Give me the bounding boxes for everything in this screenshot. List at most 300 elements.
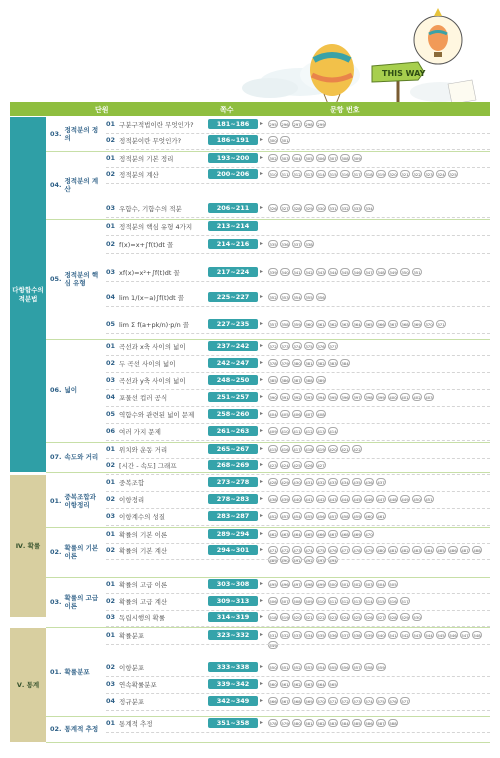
problem-number[interactable]: 546 [449, 632, 457, 638]
problem-number[interactable]: 539 [365, 632, 373, 638]
section-title[interactable] [106, 679, 157, 689]
problem-number[interactable]: 565 [329, 681, 337, 687]
problem-number[interactable]: 571 [329, 698, 337, 704]
problem-number[interactable]: 463 [281, 531, 289, 537]
section-title[interactable] [106, 596, 167, 606]
problem-number[interactable]: 577 [401, 698, 409, 704]
section-title[interactable] [106, 545, 167, 555]
problem-number[interactable]: 346 [353, 269, 361, 275]
problem-number[interactable]: 371 [437, 321, 445, 327]
problem-number[interactable]: 314 [317, 171, 325, 177]
problem-number[interactable]: 461 [377, 513, 385, 519]
problem-number[interactable]: 447 [377, 496, 385, 502]
problem-number[interactable]: 323 [425, 171, 433, 177]
page-range-badge[interactable]: 351~358 [208, 718, 258, 728]
problem-number[interactable]: 516 [389, 598, 397, 604]
problem-number[interactable]: 477 [341, 547, 349, 553]
problem-number[interactable]: 483 [413, 547, 421, 553]
problem-number[interactable]: 556 [341, 664, 349, 670]
problem-number[interactable]: 386 [281, 377, 289, 383]
problem-number[interactable]: 538 [353, 632, 361, 638]
problem-number[interactable]: 311 [281, 171, 289, 177]
problem-number[interactable]: 582 [317, 720, 325, 726]
problem-number[interactable]: 351 [413, 269, 421, 275]
problem-number[interactable]: 511 [329, 598, 337, 604]
problem-number[interactable]: 369 [413, 321, 421, 327]
problem-number[interactable]: 552 [293, 664, 301, 670]
page-range-badge[interactable]: 217~224 [208, 267, 258, 277]
problem-number[interactable]: 372 [269, 343, 277, 349]
section-title[interactable] [106, 267, 180, 277]
problem-number[interactable]: 567 [281, 698, 289, 704]
problem-number[interactable]: 364 [353, 321, 361, 327]
problem-number[interactable]: 300 [269, 137, 277, 143]
problem-number[interactable]: 424 [281, 462, 289, 468]
problem-number[interactable]: 376 [317, 343, 325, 349]
problem-number[interactable]: 410 [281, 428, 289, 434]
page-range-badge[interactable]: 314~319 [208, 612, 258, 622]
problem-number[interactable]: 562 [293, 681, 301, 687]
problem-number[interactable]: 409 [269, 428, 277, 434]
page-range-badge[interactable]: 193~200 [208, 153, 258, 163]
problem-number[interactable]: 430 [293, 479, 301, 485]
problem-number[interactable]: 504 [377, 581, 385, 587]
page-range-badge[interactable]: 273~278 [208, 477, 258, 487]
problem-number[interactable]: 515 [377, 598, 385, 604]
problem-number[interactable]: 437 [377, 479, 385, 485]
problem-number[interactable]: 349 [389, 269, 397, 275]
problem-number[interactable]: 384 [341, 360, 349, 366]
problem-number[interactable]: 545 [437, 632, 445, 638]
problem-number[interactable]: 319 [377, 171, 385, 177]
page-range-badge[interactable]: 213~214 [208, 221, 258, 231]
problem-number[interactable]: 305 [305, 155, 313, 161]
section-title[interactable] [106, 392, 167, 402]
problem-number[interactable]: 551 [281, 664, 289, 670]
page-range-badge[interactable]: 339~342 [208, 679, 258, 689]
problem-number[interactable]: 315 [329, 171, 337, 177]
problem-number[interactable]: 302 [269, 155, 277, 161]
problem-number[interactable]: 476 [329, 547, 337, 553]
problem-number[interactable]: 445 [353, 496, 361, 502]
problem-number[interactable]: 365 [365, 321, 373, 327]
problem-number[interactable]: 472 [281, 547, 289, 553]
problem-number[interactable]: 442 [317, 496, 325, 502]
problem-number[interactable]: 479 [365, 547, 373, 553]
problem-number[interactable]: 340 [281, 269, 289, 275]
problem-number[interactable]: 443 [329, 496, 337, 502]
page-range-badge[interactable]: 268~269 [208, 460, 258, 470]
problem-number[interactable]: 509 [305, 598, 313, 604]
problem-number[interactable]: 523 [329, 614, 337, 620]
section-title[interactable] [106, 444, 167, 454]
page-range-badge[interactable]: 309~313 [208, 596, 258, 606]
problem-number[interactable]: 544 [425, 632, 433, 638]
problem-number[interactable]: 405 [281, 411, 289, 417]
page-range-badge[interactable]: 225~227 [208, 292, 258, 302]
problem-number[interactable]: 553 [305, 664, 313, 670]
section-title[interactable] [106, 460, 177, 470]
section-title[interactable] [106, 662, 144, 672]
problem-number[interactable]: 298 [305, 121, 313, 127]
problem-number[interactable]: 297 [293, 121, 301, 127]
problem-number[interactable]: 330 [317, 205, 325, 211]
problem-number[interactable]: 533 [293, 632, 301, 638]
problem-number[interactable]: 454 [293, 513, 301, 519]
problem-number[interactable]: 459 [353, 513, 361, 519]
problem-number[interactable]: 456 [317, 513, 325, 519]
problem-number[interactable]: 457 [329, 513, 337, 519]
problem-number[interactable]: 478 [353, 547, 361, 553]
page-range-badge[interactable]: 181~186 [208, 119, 258, 129]
problem-number[interactable]: 449 [401, 496, 409, 502]
page-range-badge[interactable]: 323~332 [208, 630, 258, 640]
problem-number[interactable]: 341 [293, 269, 301, 275]
problem-number[interactable]: 534 [305, 632, 313, 638]
problem-number[interactable]: 370 [425, 321, 433, 327]
problem-number[interactable]: 467 [329, 531, 337, 537]
problem-number[interactable]: 344 [329, 269, 337, 275]
problem-number[interactable]: 312 [293, 171, 301, 177]
problem-number[interactable]: 402 [413, 394, 421, 400]
problem-number[interactable]: 481 [389, 547, 397, 553]
problem-number[interactable]: 452 [269, 513, 277, 519]
problem-number[interactable]: 356 [317, 294, 325, 300]
section-title[interactable] [106, 239, 173, 249]
problem-number[interactable]: 342 [305, 269, 313, 275]
problem-number[interactable]: 301 [281, 137, 289, 143]
problem-number[interactable]: 485 [437, 547, 445, 553]
page-range-badge[interactable]: 294~301 [208, 545, 258, 555]
problem-number[interactable]: 374 [293, 343, 301, 349]
problem-number[interactable]: 584 [341, 720, 349, 726]
section-title[interactable] [106, 696, 144, 706]
problem-number[interactable]: 337 [293, 241, 301, 247]
section-title[interactable] [106, 119, 194, 129]
problem-number[interactable]: 339 [269, 269, 277, 275]
page-range-badge[interactable]: 214~216 [208, 239, 258, 249]
problem-number[interactable]: 375 [305, 343, 313, 349]
problem-number[interactable]: 444 [341, 496, 349, 502]
page-range-badge[interactable]: 186~191 [208, 135, 258, 145]
problem-number[interactable]: 380 [293, 360, 301, 366]
problem-number[interactable]: 543 [413, 632, 421, 638]
problem-number[interactable]: 473 [293, 547, 301, 553]
problem-number[interactable]: 482 [401, 547, 409, 553]
section-title[interactable] [106, 630, 144, 640]
problem-number[interactable]: 328 [293, 205, 301, 211]
problem-number[interactable]: 379 [281, 360, 289, 366]
problem-number[interactable]: 519 [281, 614, 289, 620]
page-range-badge[interactable]: 278~283 [208, 494, 258, 504]
problem-number[interactable]: 367 [389, 321, 397, 327]
problem-number[interactable]: 532 [281, 632, 289, 638]
problem-number[interactable]: 518 [269, 614, 277, 620]
problem-number[interactable]: 383 [329, 360, 337, 366]
problem-number[interactable]: 502 [353, 581, 361, 587]
problem-number[interactable]: 540 [377, 632, 385, 638]
problem-number[interactable]: 531 [269, 632, 277, 638]
problem-number[interactable]: 530 [413, 614, 421, 620]
problem-number[interactable]: 415 [269, 446, 277, 452]
problem-number[interactable]: 455 [305, 513, 313, 519]
problem-number[interactable]: 366 [377, 321, 385, 327]
problem-number[interactable]: 391 [281, 394, 289, 400]
problem-number[interactable]: 332 [341, 205, 349, 211]
problem-number[interactable]: 322 [413, 171, 421, 177]
problem-number[interactable]: 426 [305, 462, 313, 468]
problem-number[interactable]: 561 [281, 681, 289, 687]
problem-number[interactable]: 524 [341, 614, 349, 620]
problem-number[interactable]: 450 [413, 496, 421, 502]
section-title[interactable] [106, 153, 173, 163]
problem-number[interactable]: 581 [305, 720, 313, 726]
problem-number[interactable]: 580 [293, 720, 301, 726]
problem-number[interactable]: 436 [365, 479, 373, 485]
problem-number[interactable]: 359 [293, 321, 301, 327]
problem-number[interactable]: 558 [365, 664, 373, 670]
problem-number[interactable]: 408 [317, 411, 325, 417]
page-range-badge[interactable]: 303~308 [208, 579, 258, 589]
problem-number[interactable]: 536 [329, 632, 337, 638]
problem-number[interactable]: 403 [425, 394, 433, 400]
page-range-badge[interactable]: 237~242 [208, 341, 258, 351]
problem-number[interactable]: 512 [341, 598, 349, 604]
problem-number[interactable]: 309 [353, 155, 361, 161]
problem-number[interactable]: 563 [305, 681, 313, 687]
problem-number[interactable]: 448 [389, 496, 397, 502]
problem-number[interactable]: 548 [473, 632, 481, 638]
problem-number[interactable]: 585 [353, 720, 361, 726]
problem-number[interactable]: 432 [317, 479, 325, 485]
problem-number[interactable]: 399 [377, 394, 385, 400]
section-title[interactable] [106, 203, 182, 213]
problem-number[interactable]: 489 [269, 557, 277, 563]
problem-number[interactable]: 564 [317, 681, 325, 687]
problem-number[interactable]: 549 [269, 642, 277, 648]
problem-number[interactable]: 425 [293, 462, 301, 468]
problem-number[interactable]: 428 [269, 479, 277, 485]
problem-number[interactable]: 488 [473, 547, 481, 553]
problem-number[interactable]: 390 [269, 394, 277, 400]
page-range-badge[interactable]: 251~257 [208, 392, 258, 402]
problem-number[interactable]: 394 [317, 394, 325, 400]
problem-number[interactable]: 318 [365, 171, 373, 177]
page-range-badge[interactable]: 342~349 [208, 696, 258, 706]
problem-number[interactable]: 327 [281, 205, 289, 211]
problem-number[interactable]: 361 [317, 321, 325, 327]
section-title[interactable] [106, 292, 184, 302]
problem-number[interactable]: 320 [389, 171, 397, 177]
section-title[interactable] [106, 319, 189, 329]
problem-number[interactable]: 510 [317, 598, 325, 604]
problem-number[interactable]: 434 [341, 479, 349, 485]
problem-number[interactable]: 574 [365, 698, 373, 704]
problem-number[interactable]: 491 [293, 557, 301, 563]
problem-number[interactable]: 560 [269, 681, 277, 687]
problem-number[interactable]: 316 [341, 171, 349, 177]
problem-number[interactable]: 505 [389, 581, 397, 587]
problem-number[interactable]: 550 [269, 664, 277, 670]
problem-number[interactable]: 431 [305, 479, 313, 485]
problem-number[interactable]: 494 [329, 557, 337, 563]
problem-number[interactable]: 335 [269, 241, 277, 247]
problem-number[interactable]: 469 [353, 531, 361, 537]
problem-number[interactable]: 547 [461, 632, 469, 638]
problem-number[interactable]: 368 [401, 321, 409, 327]
problem-number[interactable]: 416 [281, 446, 289, 452]
section-title[interactable] [106, 221, 192, 231]
problem-number[interactable]: 401 [401, 394, 409, 400]
problem-number[interactable]: 462 [269, 531, 277, 537]
problem-number[interactable]: 307 [329, 155, 337, 161]
problem-number[interactable]: 535 [317, 632, 325, 638]
section-title[interactable] [106, 358, 175, 368]
page-range-badge[interactable]: 261~263 [208, 426, 258, 436]
problem-number[interactable]: 347 [365, 269, 373, 275]
problem-number[interactable]: 555 [329, 664, 337, 670]
problem-number[interactable]: 420 [329, 446, 337, 452]
problem-number[interactable]: 373 [281, 343, 289, 349]
problem-number[interactable]: 527 [377, 614, 385, 620]
section-title[interactable] [106, 718, 153, 728]
problem-number[interactable]: 439 [281, 496, 289, 502]
problem-number[interactable]: 411 [293, 428, 301, 434]
problem-number[interactable]: 385 [269, 377, 277, 383]
problem-number[interactable]: 418 [305, 446, 313, 452]
problem-number[interactable]: 398 [365, 394, 373, 400]
problem-number[interactable]: 304 [293, 155, 301, 161]
page-range-badge[interactable]: 227~235 [208, 319, 258, 329]
problem-number[interactable]: 529 [401, 614, 409, 620]
problem-number[interactable]: 427 [317, 462, 325, 468]
section-title[interactable] [106, 579, 167, 589]
problem-number[interactable]: 460 [365, 513, 373, 519]
problem-number[interactable]: 378 [269, 360, 277, 366]
problem-number[interactable]: 352 [269, 294, 277, 300]
problem-number[interactable]: 464 [293, 531, 301, 537]
problem-number[interactable]: 299 [317, 121, 325, 127]
problem-number[interactable]: 513 [353, 598, 361, 604]
problem-number[interactable]: 338 [305, 241, 313, 247]
problem-number[interactable]: 503 [365, 581, 373, 587]
page-range-badge[interactable]: 200~206 [208, 169, 258, 179]
problem-number[interactable]: 570 [317, 698, 325, 704]
problem-number[interactable]: 583 [329, 720, 337, 726]
problem-number[interactable]: 321 [401, 171, 409, 177]
problem-number[interactable]: 521 [305, 614, 313, 620]
problem-number[interactable]: 310 [269, 171, 277, 177]
problem-number[interactable]: 537 [341, 632, 349, 638]
problem-number[interactable]: 331 [329, 205, 337, 211]
problem-number[interactable]: 421 [341, 446, 349, 452]
problem-number[interactable]: 588 [389, 720, 397, 726]
problem-number[interactable]: 363 [341, 321, 349, 327]
problem-number[interactable]: 389 [317, 377, 325, 383]
problem-number[interactable]: 350 [401, 269, 409, 275]
problem-number[interactable]: 414 [329, 428, 337, 434]
problem-number[interactable]: 507 [281, 598, 289, 604]
problem-number[interactable]: 506 [269, 598, 277, 604]
problem-number[interactable]: 303 [281, 155, 289, 161]
problem-number[interactable]: 466 [317, 531, 325, 537]
problem-number[interactable]: 345 [341, 269, 349, 275]
page-range-badge[interactable]: 242~247 [208, 358, 258, 368]
problem-number[interactable]: 406 [293, 411, 301, 417]
problem-number[interactable]: 508 [293, 598, 301, 604]
problem-number[interactable]: 429 [281, 479, 289, 485]
section-title[interactable] [106, 169, 159, 179]
problem-number[interactable]: 413 [317, 428, 325, 434]
problem-number[interactable]: 360 [305, 321, 313, 327]
problem-number[interactable]: 334 [365, 205, 373, 211]
problem-number[interactable]: 333 [353, 205, 361, 211]
problem-number[interactable]: 578 [269, 720, 277, 726]
problem-number[interactable]: 470 [365, 531, 373, 537]
problem-number[interactable]: 522 [317, 614, 325, 620]
problem-number[interactable]: 465 [305, 531, 313, 537]
page-range-badge[interactable]: 258~260 [208, 409, 258, 419]
page-range-badge[interactable]: 289~294 [208, 529, 258, 539]
problem-number[interactable]: 566 [269, 698, 277, 704]
problem-number[interactable]: 568 [293, 698, 301, 704]
problem-number[interactable]: 400 [389, 394, 397, 400]
problem-number[interactable]: 435 [353, 479, 361, 485]
problem-number[interactable]: 525 [353, 614, 361, 620]
problem-number[interactable]: 395 [329, 394, 337, 400]
problem-number[interactable]: 412 [305, 428, 313, 434]
problem-number[interactable]: 362 [329, 321, 337, 327]
page-range-badge[interactable]: 265~267 [208, 444, 258, 454]
problem-number[interactable]: 579 [281, 720, 289, 726]
problem-number[interactable]: 313 [305, 171, 313, 177]
problem-number[interactable]: 486 [449, 547, 457, 553]
problem-number[interactable]: 576 [389, 698, 397, 704]
problem-number[interactable]: 495 [269, 581, 277, 587]
problem-number[interactable]: 329 [305, 205, 313, 211]
problem-number[interactable]: 498 [305, 581, 313, 587]
problem-number[interactable]: 475 [317, 547, 325, 553]
problem-number[interactable]: 528 [389, 614, 397, 620]
problem-number[interactable]: 295 [269, 121, 277, 127]
problem-number[interactable]: 438 [269, 496, 277, 502]
problem-number[interactable]: 306 [317, 155, 325, 161]
problem-number[interactable]: 501 [341, 581, 349, 587]
problem-number[interactable]: 497 [293, 581, 301, 587]
problem-number[interactable]: 474 [305, 547, 313, 553]
problem-number[interactable]: 480 [377, 547, 385, 553]
section-title[interactable] [106, 612, 165, 622]
problem-number[interactable]: 573 [353, 698, 361, 704]
problem-number[interactable]: 388 [305, 377, 313, 383]
problem-number[interactable]: 446 [365, 496, 373, 502]
problem-number[interactable]: 575 [377, 698, 385, 704]
problem-number[interactable]: 587 [377, 720, 385, 726]
problem-number[interactable]: 423 [269, 462, 277, 468]
problem-number[interactable]: 458 [341, 513, 349, 519]
problem-number[interactable]: 433 [329, 479, 337, 485]
problem-number[interactable]: 324 [437, 171, 445, 177]
problem-number[interactable]: 296 [281, 121, 289, 127]
problem-number[interactable]: 453 [281, 513, 289, 519]
problem-number[interactable]: 569 [305, 698, 313, 704]
problem-number[interactable]: 343 [317, 269, 325, 275]
page-range-badge[interactable]: 333~338 [208, 662, 258, 672]
page-range-badge[interactable]: 283~287 [208, 511, 258, 521]
problem-number[interactable]: 542 [401, 632, 409, 638]
page-range-badge[interactable]: 206~211 [208, 203, 258, 213]
problem-number[interactable]: 353 [281, 294, 289, 300]
